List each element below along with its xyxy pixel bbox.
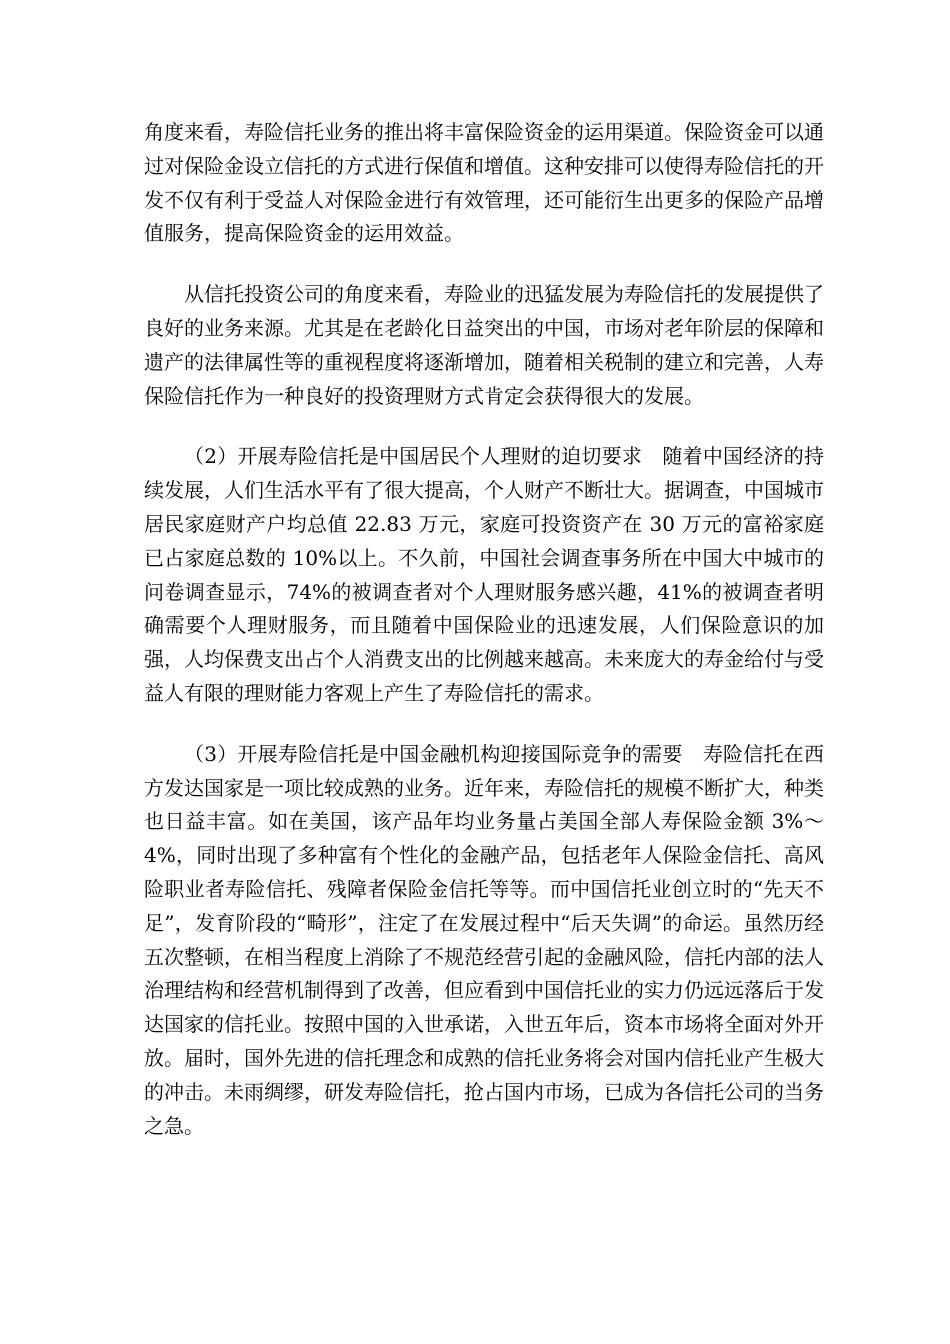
paragraph-trust-company-view: 从信托投资公司的角度来看，寿险业的迅猛发展为寿险信托的发展提供了良好的业务来源。尤其是在老龄化日益突出的中国，市场对老年阶层的保障和遗产的法律属性等的重视程度将逐渐增加，随着相关税制的建立和完善，人寿保险信托作为一种良好的投资理财方式肯定会获得很大的发展。 (144, 282, 824, 408)
document-page (144, 116, 824, 1170)
paragraph-international-competition: （3）开展寿险信托是中国金融机构迎接国际竞争的需要 寿险信托在西方发达国家是一项比较成熟的业务。近年来，寿险信托的规模不断扩大，种类也日益丰富。如在美国，该产品年均业务量占美国全部人寿保险金额 3%～4%，同时出现了多种富有个性化的金融产品，包括老年人保险金信托、高风险职业者寿险信托、残障者保险金信托等等。而中国信托业创立时的“先天不足”，发育阶段的“畸形”，注定了在发展过程中“后天失调”的命运。虽然历经五次整顿，在相当程度上消除了不规范经营引起的金融风险，信托内部的法人治理结构和经营机制得到了改善，但应看到中国信托业的实力仍远远落后于发达国家的信托业。按照中国的入世承诺，入世五年后，资本市场将全面对外开放。届时，国外先进的信托理念和成熟的信托业务将会对国内信托业产生极大的冲击。未雨绸缪，研发寿险信托，抢占国内市场，已成为各信托公司的当务之急。 (144, 741, 824, 1138)
paragraph-continuation: 角度来看，寿险信托业务的推出将丰富保险资金的运用渠道。保险资金可以通过对保险金设立信托的方式进行保值和增值。这种安排可以使得寿险信托的开发不仅有利于受益人对保险金进行有效管理，还可能衍生出更多的保险产品增值服务，提高保险资金的运用效益。 (144, 120, 824, 246)
paragraph-personal-finance: （2）开展寿险信托是中国居民个人理财的迫切要求 随着中国经济的持续发展，人们生活水平有了很大提高，个人财产不断壮大。据调查，中国城市居民家庭财产户均总值 22.83 万元，家庭可投资资产在 30 万元的富裕家庭已占家庭总数的 10%以上。不久前，中国社会调查事务所在中国大中城市的问卷调查显示，74%的被调查者对个人理财服务感兴趣，41%的被调查者明确需要个人理财服务，而且随着中国保险业的迅速发展，人们保险意识的加强，人均保费支出占个人消费支出的比例越来越高。未来庞大的寿金给付与受益人有限的理财能力客观上产生了寿险信托的需求。 (144, 444, 824, 705)
